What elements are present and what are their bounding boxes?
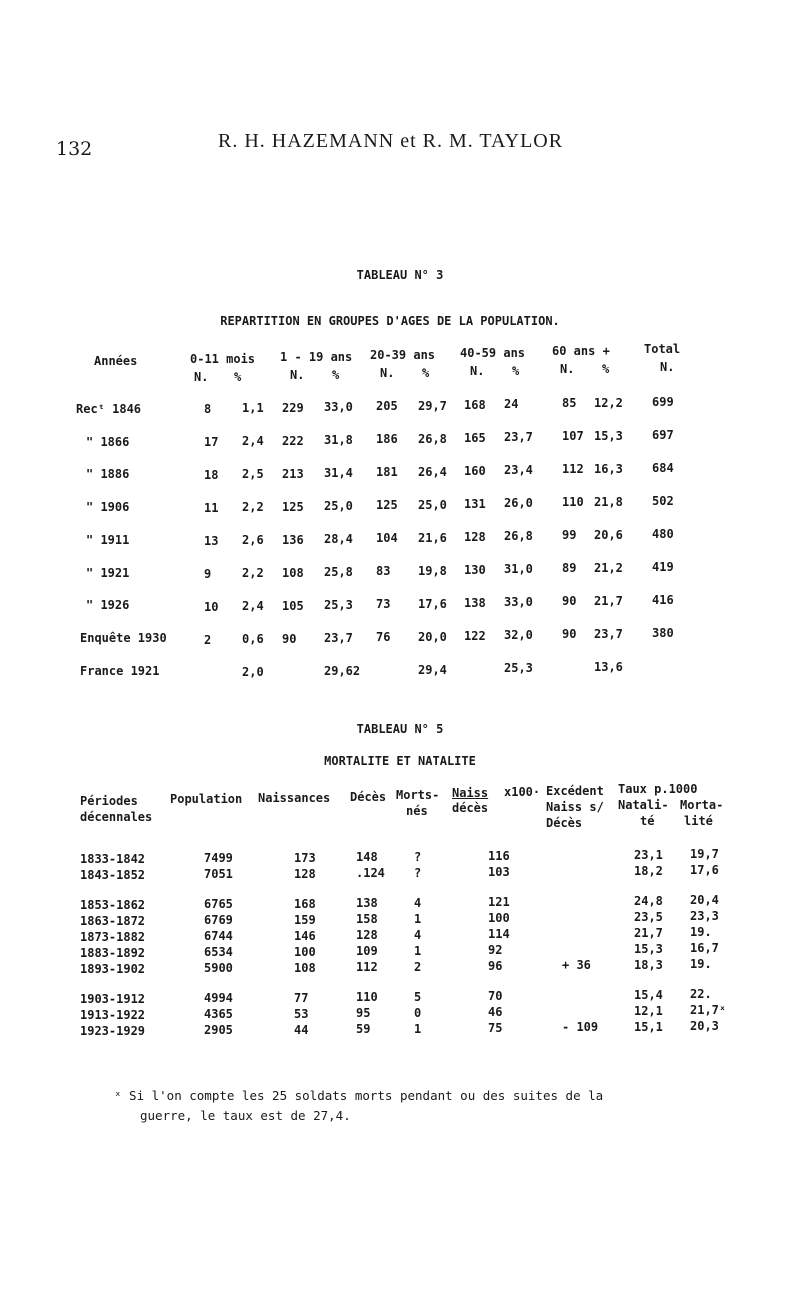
- table-cell: 6534: [204, 945, 233, 960]
- table-cell: 20,3: [690, 1019, 719, 1034]
- table-cell: 2,4: [242, 434, 264, 449]
- table-cell: 131: [464, 496, 486, 511]
- table-row: [76, 588, 716, 621]
- table-cell: 18,3: [634, 957, 663, 972]
- table-cell: 0,6: [242, 632, 264, 647]
- table-row: [80, 1019, 740, 1040]
- row-label: Recᵗ 1846: [76, 402, 142, 416]
- table-cell: 1913-1922: [80, 1008, 146, 1022]
- table-cell: 7499: [204, 851, 233, 866]
- table-row: [80, 957, 740, 978]
- table-row: [76, 522, 716, 555]
- table-cell: 168: [464, 397, 486, 412]
- table-cell: 110: [356, 990, 378, 1005]
- table-cell: 21,7: [594, 593, 623, 608]
- col-x100: x100·: [504, 785, 541, 799]
- table-cell: 24,8: [634, 893, 663, 908]
- table-cell: 21,7ˣ: [690, 1003, 727, 1018]
- tableau5-title: MORTALITE ET NATALITE: [324, 754, 476, 768]
- table-cell: 29,4: [418, 662, 447, 677]
- subcol-pct: %: [422, 366, 430, 380]
- table-cell: 1: [414, 911, 422, 926]
- table-cell: 168: [294, 896, 316, 911]
- table-cell: 130: [464, 562, 486, 577]
- table-row: [76, 654, 716, 687]
- table-cell: 90: [282, 631, 297, 646]
- table-row: [76, 390, 716, 423]
- tableau3-table: [76, 340, 716, 687]
- tableau5-body: [80, 847, 740, 1040]
- col-naiss-s: Naiss s/: [546, 800, 604, 814]
- table-cell: 1853-1862: [80, 898, 146, 912]
- table-cell: 213: [282, 466, 304, 481]
- table-cell: 9: [204, 567, 212, 581]
- table-cell: 17,6: [690, 863, 719, 878]
- table-cell: 15,4: [634, 987, 663, 1002]
- col-mortalite: Morta-: [680, 798, 724, 812]
- table-cell: 25,3: [324, 597, 353, 612]
- col-excedent: Excédent: [546, 784, 604, 798]
- table-cell: 20,6: [594, 527, 623, 542]
- col-taux: Taux p.1000: [618, 782, 698, 796]
- tableau3-title: REPARTITION EN GROUPES D'AGES DE LA POPULATION.: [220, 314, 560, 328]
- table-cell: 85: [562, 396, 577, 411]
- table-cell: 31,4: [324, 465, 353, 480]
- table-cell: 99: [562, 528, 577, 543]
- table-cell: 13,6: [594, 659, 623, 674]
- table-cell: 19.: [690, 925, 712, 940]
- table-cell: - 109: [562, 1020, 599, 1035]
- table-cell: 1923-1929: [80, 1024, 146, 1038]
- table-cell: 15,3: [634, 941, 663, 956]
- table-cell: .124: [356, 866, 385, 881]
- col-mortalite-2: lité: [684, 814, 713, 828]
- table-cell: 76: [376, 630, 391, 645]
- table-row: [76, 555, 716, 588]
- table-cell: + 36: [562, 958, 591, 973]
- col-group-40-59: 40-59 ans: [460, 346, 526, 360]
- table-cell: 83: [376, 564, 391, 579]
- table-cell: 148: [356, 850, 378, 865]
- row-label: " 1926: [86, 598, 130, 613]
- table-cell: 90: [562, 627, 577, 642]
- table-cell: 173: [294, 850, 316, 865]
- table-cell: 125: [376, 498, 398, 513]
- table-cell: 229: [282, 400, 304, 415]
- table-cell: 15,3: [594, 428, 623, 443]
- table-cell: 697: [652, 428, 674, 442]
- table-cell: ?: [414, 849, 422, 864]
- table-cell: 0: [414, 1005, 422, 1020]
- table-cell: 77: [294, 990, 309, 1005]
- table-cell: 684: [652, 461, 674, 475]
- footnote-line2: guerre, le taux est de 27,4.: [140, 1108, 351, 1123]
- col-deces-exc: Décès: [546, 816, 583, 830]
- table-cell: 19.: [690, 957, 712, 972]
- col-nes: nés: [406, 804, 428, 818]
- table-cell: 23,7: [594, 626, 623, 641]
- table-cell: 16,7: [690, 941, 719, 956]
- table-cell: 8: [204, 402, 212, 416]
- table-cell: 46: [488, 1005, 503, 1019]
- table-cell: 21,8: [594, 494, 623, 509]
- table-cell: 108: [282, 565, 304, 580]
- table-cell: 110: [562, 495, 584, 510]
- table-cell: 419: [652, 560, 674, 574]
- tableau3-body: [76, 390, 716, 687]
- tableau5-label: TABLEAU N° 5: [356, 722, 444, 736]
- row-label: " 1866: [86, 434, 130, 449]
- table-cell: 12,2: [594, 395, 623, 410]
- table-cell: 25,0: [324, 498, 353, 513]
- table-cell: 1: [414, 1021, 422, 1036]
- table-cell: 181: [376, 465, 398, 480]
- table-cell: 128: [464, 529, 486, 544]
- table-cell: 2905: [204, 1023, 233, 1038]
- table-row: [76, 489, 716, 522]
- table-cell: 24: [504, 397, 519, 412]
- table-cell: 32,0: [504, 628, 533, 643]
- table-cell: 75: [488, 1021, 503, 1035]
- table-cell: 2,4: [242, 599, 264, 614]
- tableau3-label: TABLEAU N° 3: [356, 268, 444, 282]
- col-deces-ratio: décès: [452, 801, 489, 815]
- table-cell: 104: [376, 531, 398, 546]
- table-cell: 1893-1902: [80, 962, 146, 976]
- table-cell: 160: [464, 463, 486, 478]
- table-cell: 105: [282, 598, 304, 613]
- tableau5-header: [80, 780, 740, 840]
- table-cell: 90: [562, 594, 577, 609]
- table-cell: 158: [356, 912, 378, 927]
- table-cell: ?: [414, 865, 422, 880]
- table-cell: 89: [562, 561, 577, 576]
- subcol-n: N.: [194, 370, 209, 384]
- table-cell: 23,4: [504, 463, 533, 478]
- col-natalite-2: té: [640, 814, 655, 828]
- table-cell: 4365: [204, 1007, 233, 1022]
- col-total: Total: [644, 342, 681, 356]
- table-cell: 128: [356, 928, 378, 943]
- table-cell: 16,3: [594, 461, 623, 476]
- subcol-n: N.: [560, 362, 575, 376]
- table-cell: 136: [282, 532, 304, 547]
- col-annees: Années: [94, 354, 138, 368]
- table-cell: 20,4: [690, 893, 719, 908]
- subcol-n: N.: [470, 364, 485, 378]
- table-cell: 13: [204, 534, 219, 548]
- table-cell: 6765: [204, 897, 233, 912]
- row-label: " 1921: [86, 565, 130, 580]
- table-cell: 59: [356, 1022, 371, 1037]
- table-cell: 5900: [204, 961, 233, 976]
- table-cell: 502: [652, 494, 674, 508]
- col-group-1-19: 1 - 19 ans: [280, 350, 353, 364]
- col-group-0-11: 0-11 mois: [190, 352, 256, 366]
- col-deces: Décès: [350, 790, 387, 804]
- row-label: Enquête 1930: [80, 630, 167, 645]
- row-label: " 1906: [86, 500, 130, 515]
- footnote-line1: ˣ Si l'on compte les 25 soldats morts pendant ou des suites de la: [114, 1088, 604, 1103]
- table-cell: 23,5: [634, 909, 663, 924]
- col-group-20-39: 20-39 ans: [370, 348, 436, 362]
- table-row: [80, 863, 740, 884]
- table-cell: 33,0: [324, 399, 353, 414]
- table-row: [76, 621, 716, 654]
- table-cell: 116: [488, 849, 510, 863]
- table-cell: 15,1: [634, 1019, 663, 1034]
- table-cell: 20,0: [418, 629, 447, 644]
- col-naissances: Naissances: [258, 791, 331, 805]
- table-cell: 222: [282, 433, 304, 448]
- table-cell: 19,7: [690, 847, 719, 862]
- table-cell: 26,0: [504, 496, 533, 511]
- table-cell: 22.: [690, 987, 712, 1002]
- table-cell: 1863-1872: [80, 914, 146, 928]
- table-cell: 26,8: [418, 431, 447, 446]
- page-number: 132: [56, 138, 93, 160]
- table-cell: 11: [204, 501, 219, 515]
- table-cell: 416: [652, 593, 674, 607]
- table-cell: 5: [414, 989, 422, 1004]
- table-cell: 1843-1852: [80, 868, 146, 882]
- table-cell: 2,0: [242, 665, 264, 680]
- row-label: " 1911: [86, 532, 130, 547]
- table-cell: 53: [294, 1006, 309, 1021]
- col-periodes: Périodes: [80, 794, 138, 808]
- table-cell: 109: [356, 944, 378, 959]
- table-cell: 2: [204, 633, 212, 647]
- table-cell: 4: [414, 927, 422, 942]
- table-cell: 138: [464, 595, 486, 610]
- table-cell: 2,2: [242, 500, 264, 515]
- table-row: [76, 456, 716, 489]
- table-cell: 103: [488, 865, 510, 879]
- table-cell: 18: [204, 468, 219, 482]
- table-cell: 128: [294, 866, 316, 881]
- table-cell: 12,1: [634, 1003, 663, 1018]
- table-row: [76, 423, 716, 456]
- table-cell: 114: [488, 927, 510, 941]
- table-cell: 31,8: [324, 432, 353, 447]
- table-cell: 1883-1892: [80, 946, 146, 960]
- table-cell: 92: [488, 943, 503, 957]
- table-cell: 159: [294, 912, 316, 927]
- table-cell: 165: [464, 430, 486, 445]
- subcol-pct: %: [234, 370, 242, 384]
- table-cell: 21,7: [634, 925, 663, 940]
- table-cell: 699: [652, 395, 674, 409]
- table-cell: 1903-1912: [80, 992, 146, 1006]
- table-cell: 380: [652, 626, 674, 640]
- subcol-n: N.: [660, 360, 675, 374]
- col-group-60: 60 ans +: [552, 344, 610, 358]
- table-cell: 18,2: [634, 863, 663, 878]
- table-cell: 107: [562, 429, 584, 444]
- subcol-pct: %: [602, 362, 610, 376]
- table-cell: 33,0: [504, 595, 533, 610]
- table-cell: 4994: [204, 991, 233, 1006]
- tableau5-table: [80, 780, 740, 1040]
- table-cell: 7051: [204, 867, 233, 882]
- table-cell: 121: [488, 895, 510, 909]
- table-cell: 6769: [204, 913, 233, 928]
- table-cell: 23,1: [634, 847, 663, 862]
- running-head: R. H. HAZEMANN et R. M. TAYLOR: [218, 130, 564, 152]
- table-cell: 1873-1882: [80, 930, 146, 944]
- table-cell: 1833-1842: [80, 852, 146, 866]
- table-cell: 21,6: [418, 530, 447, 545]
- table-cell: 23,7: [324, 630, 353, 645]
- table-cell: 138: [356, 896, 378, 911]
- table-cell: 26,8: [504, 529, 533, 544]
- table-cell: 25,0: [418, 497, 447, 512]
- footnote: [114, 1086, 674, 1126]
- table-cell: 112: [562, 462, 584, 477]
- table-cell: 1: [414, 943, 422, 958]
- table-cell: 70: [488, 989, 503, 1003]
- table-cell: 31,0: [504, 562, 533, 577]
- table-cell: 2,5: [242, 467, 264, 482]
- table-cell: 28,4: [324, 531, 353, 546]
- table-cell: 186: [376, 432, 398, 447]
- table-cell: 146: [294, 928, 316, 943]
- table-cell: 96: [488, 959, 503, 973]
- row-label: " 1886: [86, 467, 130, 482]
- table-cell: 17: [204, 435, 219, 449]
- subcol-pct: %: [512, 364, 520, 378]
- tableau3-header: [76, 340, 716, 390]
- table-cell: 100: [294, 944, 316, 959]
- table-cell: 112: [356, 960, 378, 975]
- table-cell: 29,7: [418, 398, 447, 413]
- table-cell: 95: [356, 1006, 371, 1021]
- col-population: Population: [170, 792, 243, 806]
- table-cell: 2,6: [242, 533, 264, 548]
- table-cell: 23,3: [690, 909, 719, 924]
- table-cell: 25,3: [504, 661, 533, 676]
- col-naiss: Naiss: [452, 786, 489, 800]
- table-cell: 21,2: [594, 560, 623, 575]
- subcol-pct: %: [332, 368, 340, 382]
- row-label: France 1921: [80, 663, 160, 678]
- table-cell: 29,62: [324, 663, 361, 678]
- col-natalite: Natali-: [618, 798, 669, 812]
- table-cell: 25,8: [324, 564, 353, 579]
- table-cell: 6744: [204, 929, 233, 944]
- table-cell: 480: [652, 527, 674, 541]
- table-cell: 44: [294, 1022, 309, 1037]
- subcol-n: N.: [380, 366, 395, 380]
- table-cell: 23,7: [504, 430, 533, 445]
- subcol-n: N.: [290, 368, 305, 382]
- table-cell: 108: [294, 960, 316, 975]
- table-cell: 26,4: [418, 464, 447, 479]
- table-cell: 125: [282, 499, 304, 514]
- table-cell: 19,8: [418, 563, 447, 578]
- table-cell: 2: [414, 959, 422, 974]
- col-morts: Morts-: [396, 788, 440, 802]
- table-cell: 122: [464, 628, 486, 643]
- table-cell: 205: [376, 399, 398, 414]
- table-cell: 4: [414, 895, 422, 910]
- table-cell: 17,6: [418, 596, 447, 611]
- table-cell: 10: [204, 600, 219, 614]
- col-decennales: décennales: [80, 810, 153, 824]
- table-cell: 1,1: [242, 401, 264, 416]
- table-cell: 100: [488, 911, 510, 925]
- table-cell: 73: [376, 597, 391, 612]
- table-cell: 2,2: [242, 566, 264, 581]
